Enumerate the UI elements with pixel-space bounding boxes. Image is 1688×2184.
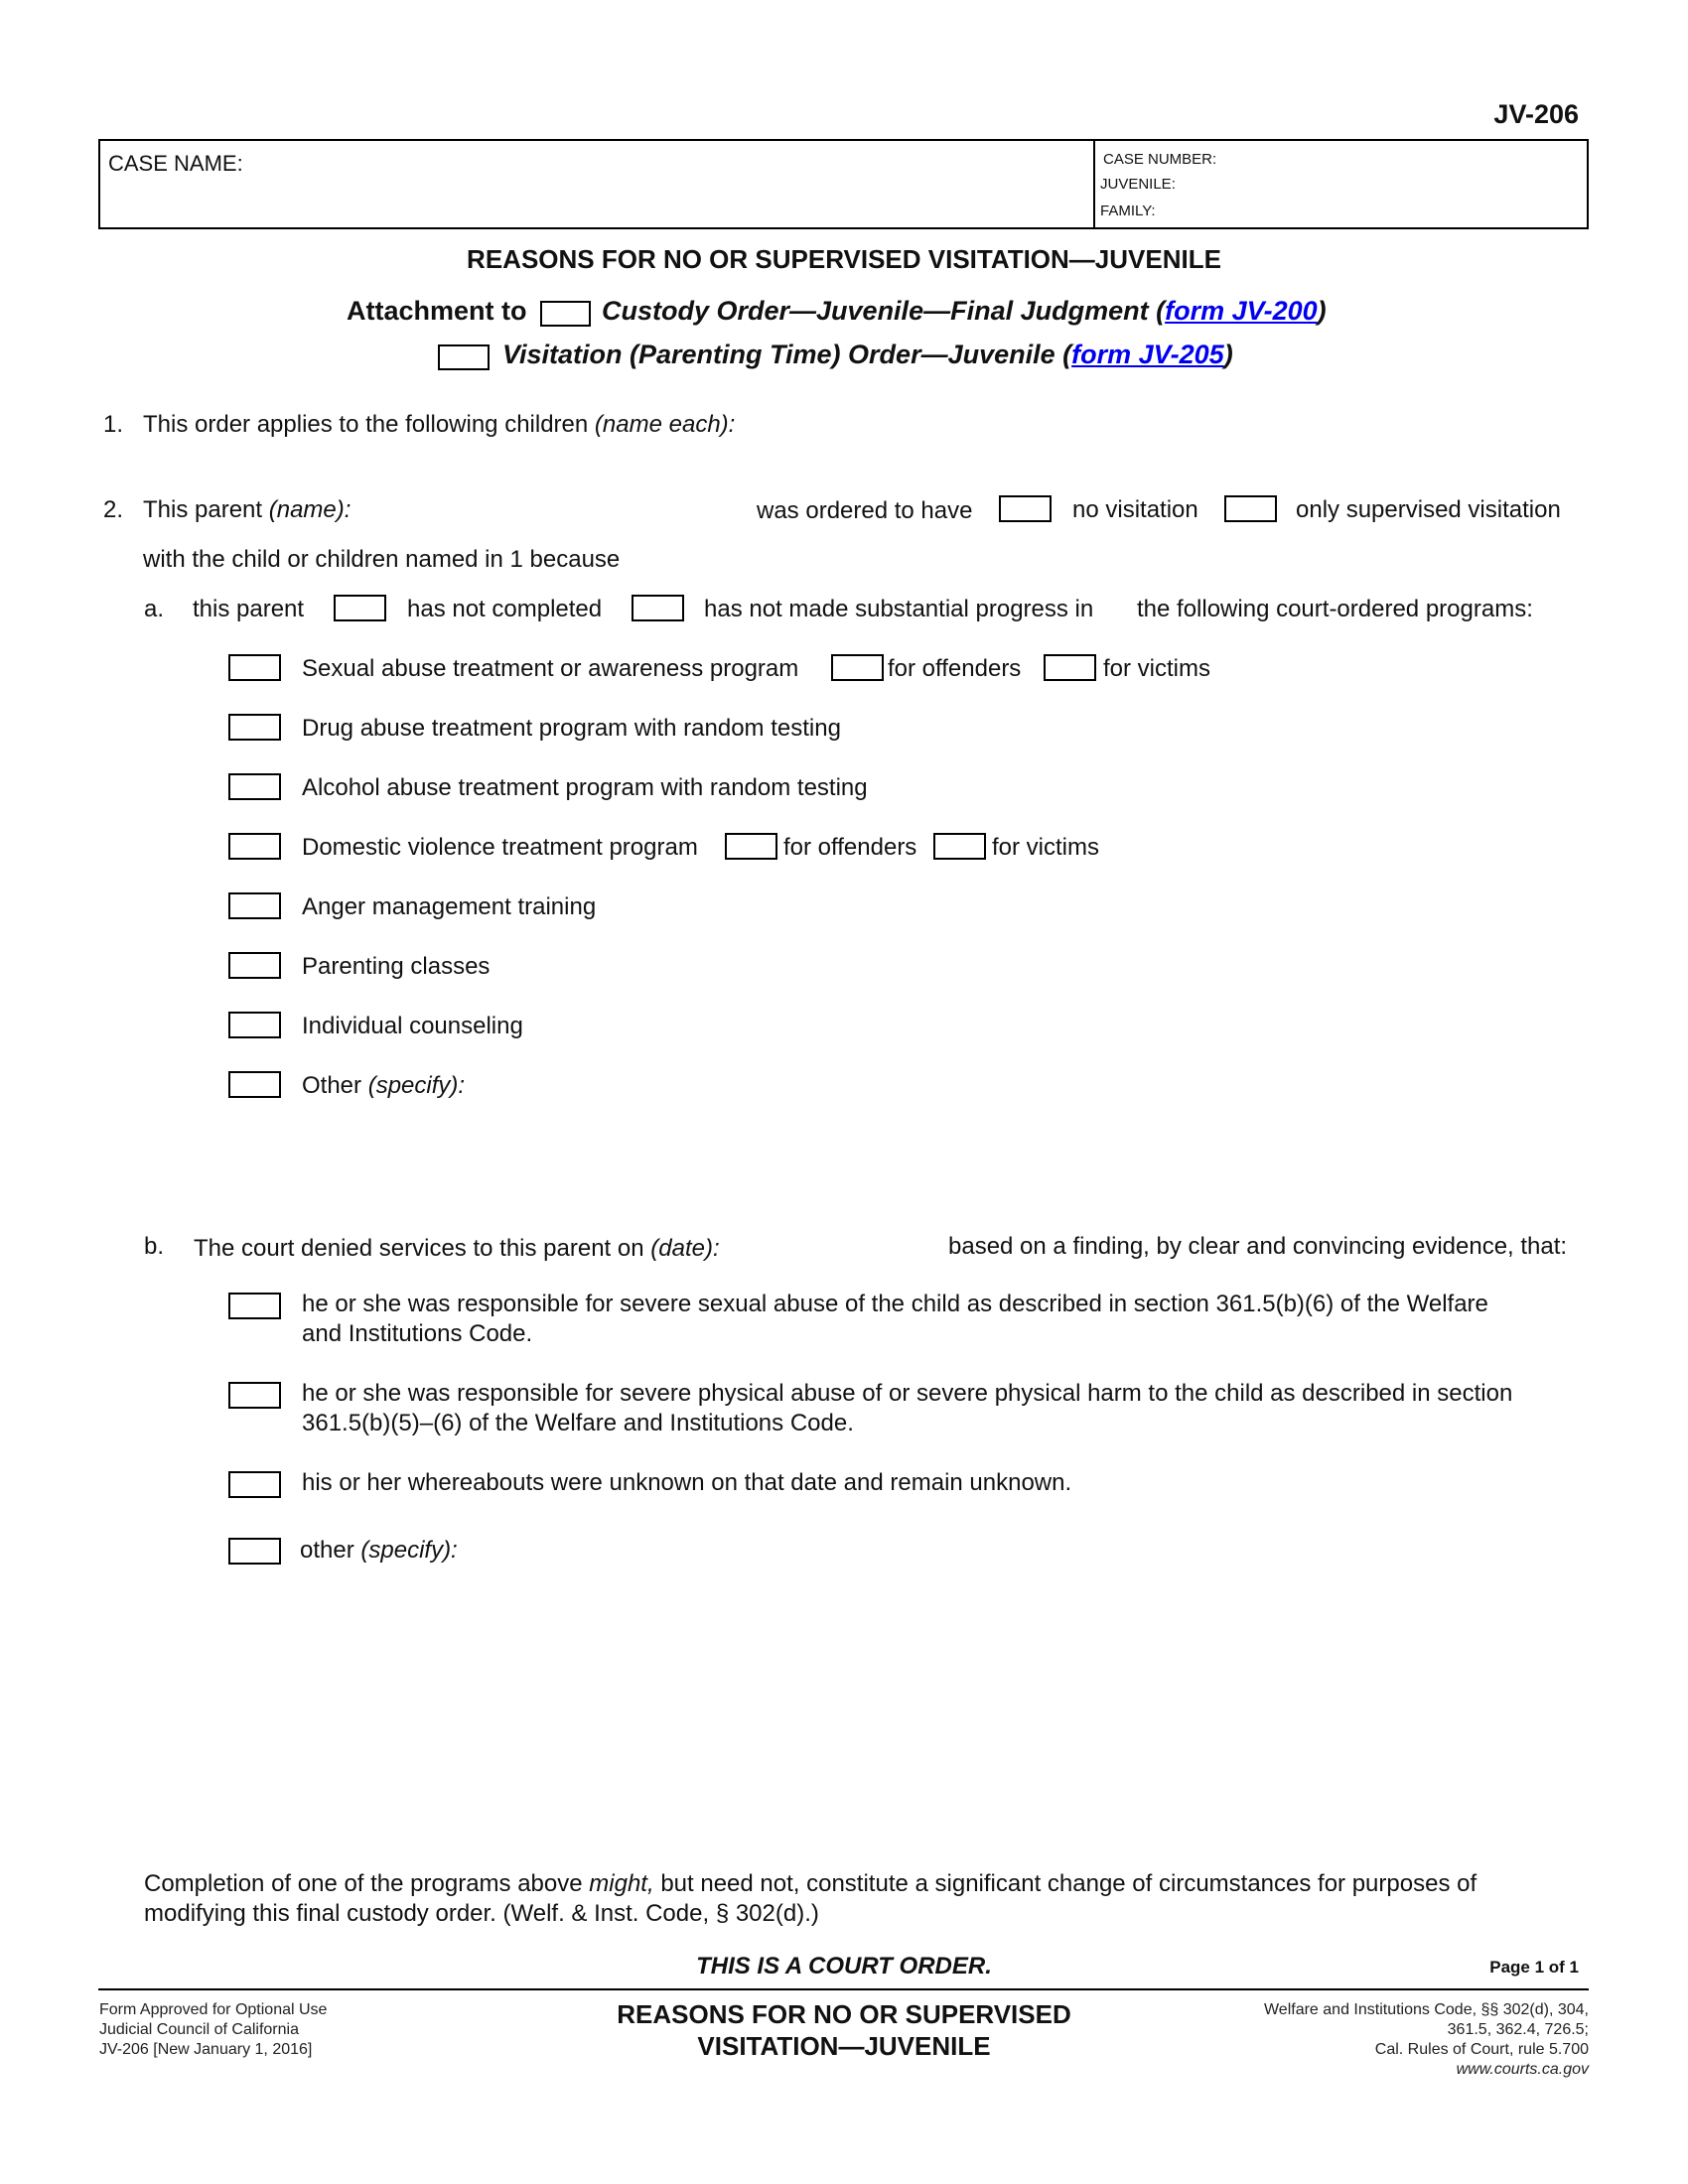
court-order-label [0,1953,1688,1980]
case-header-box [98,139,1589,229]
sexual-abuse-victims-label: for victims [1103,655,1210,682]
completion-might: might, [589,1870,654,1897]
whereabouts-reason-checkbox[interactable] [228,1471,281,1498]
individual-counseling-checkbox[interactable] [228,1012,281,1038]
reason-other-line [300,1537,458,1565]
attachment-line2-text: Visitation (Parenting Time) Order—Juvenile ( [502,340,1072,369]
footer-rule [98,1988,1589,1990]
item2-italic: (name): [268,496,352,523]
program-other-specify: (specify): [367,1072,466,1099]
sexual-abuse-program-checkbox[interactable] [228,654,281,681]
item2-number: 2. [103,496,124,523]
attachment-line2 [502,340,1233,370]
anger-management-checkbox[interactable] [228,892,281,919]
domestic-violence-victims-checkbox[interactable] [933,833,986,860]
item1-text: This order applies to the following children [143,411,589,438]
page-number: Page 1 of 1 [1489,1958,1579,1977]
domestic-violence-victims-label: for victims [992,834,1099,861]
following-programs-label: the following court-ordered programs: [1137,596,1533,622]
juvenile-label: JUVENILE: [1100,176,1176,193]
item2b-letter: b. [144,1233,165,1260]
alcohol-abuse-program-checkbox[interactable] [228,773,281,800]
finding-label: based on a finding, by clear and convincing evidence, that: [948,1233,1568,1260]
footer-left-1: Form Approved for Optional Use [99,2001,328,2018]
domestic-violence-program-checkbox[interactable] [228,833,281,860]
other-reason-checkbox[interactable] [228,1538,281,1565]
reason-other: other [300,1537,354,1564]
program-drug-abuse: Drug abuse treatment program with random testing [302,715,841,742]
other-reason-field[interactable] [477,1531,1579,1729]
custody-order-checkbox[interactable] [540,301,591,327]
completion-line1 [144,1870,1477,1898]
header-divider [1093,141,1095,227]
drug-abuse-program-checkbox[interactable] [228,714,281,741]
other-program-field[interactable] [477,1066,1579,1165]
courts-website-link[interactable]: www.courts.ca.gov [1456,2061,1589,2078]
item2-text: This parent [143,496,263,523]
reason-whereabouts: his or her whereabouts were unknown on that date and remain unknown. [302,1469,1072,1496]
case-name-field[interactable] [249,145,1183,224]
sexual-abuse-victims-checkbox[interactable] [1044,654,1096,681]
visitation-order-checkbox[interactable] [438,344,490,370]
sexual-abuse-offenders-label: for offenders [888,655,1022,682]
attachment-line2-suffix: ) [1223,340,1233,369]
reason-other-specify: (specify): [360,1537,458,1564]
reason-sexual-abuse-line2: and Institutions Code. [302,1320,533,1347]
item2-line [143,496,351,524]
completion-part2: but need not, constitute a significant change of circumstances for purposes of [660,1870,1477,1897]
not-completed-label: has not completed [407,596,603,622]
sexual-abuse-reason-checkbox[interactable] [228,1293,281,1319]
form-id: JV-206 [1493,99,1579,129]
denied-date-field[interactable] [750,1229,938,1265]
footer-right-1: Welfare and Institutions Code, §§ 302(d), 304, [1263,2001,1589,2018]
physical-abuse-reason-checkbox[interactable] [228,1382,281,1409]
no-progress-checkbox[interactable] [632,595,684,621]
family-label: FAMILY: [1100,203,1156,219]
children-names-field[interactable] [765,405,1579,441]
supervised-visitation-checkbox[interactable] [1224,495,1277,522]
not-completed-checkbox[interactable] [334,595,386,621]
sexual-abuse-offenders-checkbox[interactable] [831,654,884,681]
program-sexual-abuse: Sexual abuse treatment or awareness program [302,655,799,682]
footer-left-3: JV-206 [New January 1, 2016] [99,2041,313,2058]
no-visitation-label: no visitation [1072,496,1198,523]
supervised-visitation-label: only supervised visitation [1296,496,1561,523]
no-visitation-checkbox[interactable] [999,495,1052,522]
program-alcohol-abuse: Alcohol abuse treatment program with random testing [302,774,868,801]
program-other-line [302,1072,465,1100]
footer-left-2: Judicial Council of California [99,2021,299,2038]
case-number-label: CASE NUMBER: [1103,151,1217,168]
item1-number: 1. [103,411,124,438]
other-program-checkbox[interactable] [228,1071,281,1098]
footer-right-3: Cal. Rules of Court, rule 5.700 [1374,2041,1589,2058]
program-anger-management: Anger management training [302,893,597,920]
domestic-violence-offenders-checkbox[interactable] [725,833,777,860]
item2b-italic: (date): [650,1235,720,1262]
attachment-line1-suffix: ) [1317,296,1327,326]
this-parent-label: this parent [193,596,305,622]
footer-title-2: VISITATION—JUVENILE [697,2031,991,2061]
item2b-text: The court denied services to this parent on [194,1235,644,1262]
completion-line2: modifying this final custody order. (Welf. & Inst. Code, § 302(d).) [144,1900,819,1927]
footer-title-1: REASONS FOR NO OR SUPERVISED [617,1999,1071,2029]
reason-sexual-abuse-line1: he or she was responsible for severe sexual abuse of the child as described in section 361.5(b)(6) of the Welfare [302,1291,1488,1317]
no-progress-label: has not made substantial progress in [704,596,1094,622]
domestic-violence-offenders-label: for offenders [783,834,917,861]
item1-line [143,411,735,439]
reason-physical-abuse-line1: he or she was responsible for severe physical abuse of or severe physical harm to the child as described in section [302,1380,1513,1407]
form-title: REASONS FOR NO OR SUPERVISED VISITATION—JUVENILE [467,244,1221,274]
case-name-label: CASE NAME: [108,151,243,176]
court-order-text: THIS IS A COURT ORDER. [696,1953,992,1979]
program-domestic-violence: Domestic violence treatment program [302,834,698,861]
footer-right-2: 361.5, 362.4, 726.5; [1447,2021,1589,2038]
parenting-classes-checkbox[interactable] [228,952,281,979]
item2b-line [194,1235,720,1263]
program-individual-counseling: Individual counseling [302,1013,523,1039]
item2a-letter: a. [144,596,165,622]
completion-part1: Completion of one of the programs above [144,1870,583,1897]
form-jv205-link[interactable]: form JV-205 [1071,340,1224,369]
parent-name-field[interactable] [367,490,745,526]
reason-physical-abuse-line2: 361.5(b)(5)–(6) of the Welfare and Institutions Code. [302,1410,854,1436]
attachment-line1 [602,296,1327,327]
attachment-prefix: Attachment to [347,296,527,326]
item2-because: with the child or children named in 1 because [143,546,621,573]
program-parenting-classes: Parenting classes [302,953,491,980]
ordered-to-have: was ordered to have [757,497,973,524]
item1-italic: (name each): [594,411,736,438]
program-other: Other [302,1072,362,1099]
attachment-line1-text: Custody Order—Juvenile—Final Judgment ( [602,296,1166,326]
form-jv200-link[interactable]: form JV-200 [1165,296,1318,326]
